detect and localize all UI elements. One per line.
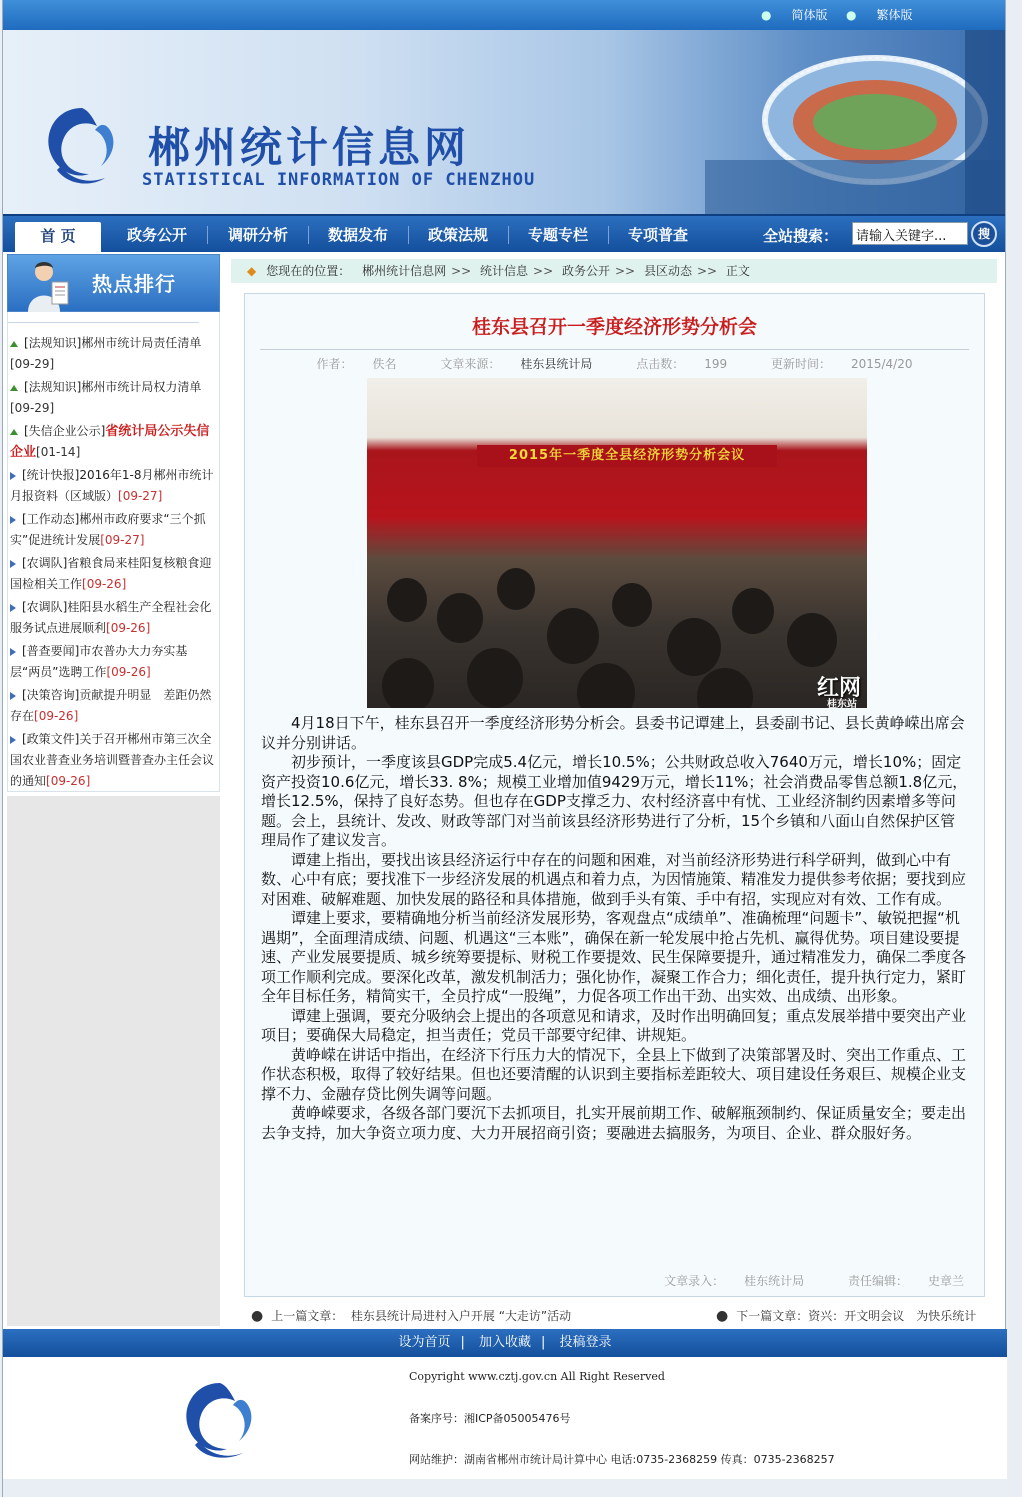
prev-next-nav: [251, 1307, 991, 1324]
list-item[interactable]: [政策文件]关于召开郴州市第三次全国农业普查业务培训暨普查办主任会议的通知[09-26]: [10, 732, 215, 788]
list-item[interactable]: [农调队]桂阳县水稻生产全程社会化服务试点进展顺利[09-26]: [10, 600, 212, 635]
triangle-right-icon: [10, 648, 16, 656]
site-banner: [3, 30, 1005, 214]
nav-home[interactable]: 首 页: [15, 222, 101, 252]
triangle-right-icon: [10, 560, 16, 568]
triangle-up-icon: [10, 341, 18, 347]
bullet-icon: ●: [251, 1308, 264, 1324]
submit-login-link[interactable]: 投稿登录: [559, 1335, 612, 1350]
bullet-icon: ●: [761, 8, 772, 22]
photo-watermark-site: 桂东站: [827, 699, 857, 708]
stadium-image: [645, 30, 1005, 214]
chevron-right-icon: >>: [533, 264, 554, 278]
next-article[interactable]: ● 下一篇文章：资兴：开文明会议 为快乐统计: [716, 1308, 977, 1324]
triangle-right-icon: [10, 516, 16, 524]
add-favorite-link[interactable]: 加入收藏: [478, 1335, 531, 1350]
article-panel: [244, 293, 985, 1297]
article-title: 桂东县召开一季度经济形势分析会: [471, 316, 757, 338]
article-body: [261, 714, 969, 1143]
triangle-right-icon: [10, 604, 16, 612]
bullet-icon: ●: [846, 8, 857, 22]
chevron-right-icon: >>: [696, 264, 718, 278]
nav-policy[interactable]: 政策法规: [427, 226, 488, 244]
avatar-icon: [22, 256, 78, 312]
nav-research[interactable]: 调研分析: [227, 226, 288, 244]
hot-ranking-panel: [7, 254, 220, 792]
icp-record: 备案序号：湘ICP备05005476号: [409, 1412, 571, 1425]
breadcrumb-item: 正文: [725, 264, 750, 278]
article-paragraph: 4月18日下午，桂东县召开一季度经济形势分析会。县委书记谭建上，县委副书记、县长黄峥嵘出席会议并分别讲话。: [261, 714, 965, 752]
footer-logo-icon: [175, 1377, 265, 1461]
page-bottom-strip: [3, 1479, 1007, 1497]
copyright-text: Copyright www.cztj.gov.cn All Right Reserved: [409, 1370, 665, 1383]
breadcrumb-item[interactable]: 统计信息: [480, 264, 529, 278]
page: [2, 0, 1006, 1497]
list-item[interactable]: [法规知识]郴州市统计局权力清单 [09-29]: [10, 380, 202, 415]
site-footer: [3, 1357, 1007, 1497]
divider: [8, 322, 199, 323]
article-footer: 文章录入： 桂东统计局 责任编辑： 史章兰: [664, 1274, 964, 1288]
article-paragraph: 谭建上指出，要找出该县经济运行中存在的问题和困难，对当前经济形势进行科学研判，做到心中有数、心中有底；要找准下一步经济发展的机遇点和着力点，为因情施策、精准发力提供参考依据；要找到应对困难、破解难题、加快发展的路径和具体措施，做到手头有策、手中有招，实现应对有效、工作有成。: [261, 850, 967, 908]
maintainer-text: 网站维护：湖南省郴州市统计局计算中心 电话:0735-2368259 传真：0735-2368257: [409, 1453, 835, 1466]
hot-ranking-title: 热点排行: [92, 272, 176, 296]
top-bar: [3, 0, 1005, 30]
site-logo-icon: [37, 100, 127, 190]
footer-links-bar: 设为首页 | 加入收藏 | 投稿登录: [3, 1329, 1007, 1357]
location-icon: ◆: [247, 264, 257, 278]
chevron-right-icon: >>: [615, 264, 636, 278]
list-item[interactable]: [统计快报]2016年1-8月郴州市统计月报资料（区域版）[09-27]: [10, 468, 214, 503]
nav-data-release[interactable]: 数据发布: [327, 226, 388, 244]
triangle-right-icon: [10, 736, 16, 744]
search-input[interactable]: 请输入关键字...: [852, 222, 968, 245]
triangle-up-icon: [10, 429, 18, 435]
meeting-photo: [367, 378, 867, 708]
site-title: 郴州统计信息网: [148, 123, 471, 172]
list-item[interactable]: [失信企业公示]省统计局公示失信企业[01-14]: [10, 424, 210, 460]
triangle-up-icon: [10, 385, 18, 391]
breadcrumb-item[interactable]: 郴州统计信息网: [362, 264, 447, 278]
site-subtitle: STATISTICAL INFORMATION OF CHENZHOU: [142, 170, 536, 190]
main-nav: [3, 214, 1005, 252]
traditional-link[interactable]: ● 繁体版: [846, 8, 913, 22]
photo-watermark: 红网: [816, 676, 861, 701]
list-item[interactable]: [普查要闻]市农普办大力夯实基层“两员”选聘工作[09-26]: [10, 644, 188, 679]
article-meta: 作者： 佚名 文章来源： 桂东县统计局 点击数： 199 更新时间： 2015/4/20: [316, 357, 913, 371]
hot-ranking-header: [7, 254, 220, 312]
hot-ranking-list: [7, 312, 220, 792]
photo-banner: 2015年一季度全县经济形势分析会议: [477, 445, 777, 467]
list-item[interactable]: [农调队]省粮食局来桂阳复核粮食迎国检相关工作[09-26]: [10, 556, 212, 591]
article-paragraph: 谭建上强调，要充分吸纳会上提出的各项意见和请求，及时作出明确回复；重点发展举措中要突出产业项目；要确保大局稳定，担当责任；党员干部要守纪律、讲规矩。: [261, 1006, 967, 1044]
nav-topics[interactable]: 专题专栏: [527, 226, 588, 244]
triangle-right-icon: [10, 692, 16, 700]
nav-census[interactable]: 专项普查: [627, 226, 688, 244]
breadcrumb-item[interactable]: 县区动态: [643, 264, 692, 278]
article-paragraph: 谭建上要求，要精确地分析当前经济发展形势，客观盘点“成绩单”、准确梳理“问题卡”、敏锐把握“机遇期”，全面理清成绩、问题、机遇这“三本账”，确保在新一轮发展中抢占先机、赢得优势。项目建设要提速、产业发展要提质、城乡统筹要提标、财税工作要提效、民生保障要提升，通过精准发力，确保二季度各项工作顺利完成。要深化改革，激发机制活力；强化协作，凝聚工作合力；细化责任，提升执行定力，紧盯全年目标任务，精简实干，全员拧成“一股绳”，力促各项工作出干劲、出实效、出成绩、出形象。: [261, 909, 967, 1005]
article-paragraph: 黄峥嵘在讲话中指出，在经济下行压力大的情况下，全县上下做到了决策部署及时、突出工作重点、工作状态积极，取得了较好结果。但也还要清醒的认识到主要指标差距较大、项目建设任务艰巨、规模企业支撑不力、金融存贷比例失调等问题。: [261, 1045, 967, 1103]
article-paragraph: 黄峥嵘要求，各级各部门要沉下去抓项目，扎实开展前期工作、破解瓶颈制约、保证质量安全；要走出去争支持，加大争资立项力度、大力开展招商引资；要融进去搞服务，为项目、企业、群众服好务。: [261, 1104, 967, 1142]
list-item[interactable]: [决策咨询]贡献提升明显 差距仍然存在[09-26]: [10, 688, 212, 723]
article-paragraph: 初步预计，一季度该县GDP完成5.4亿元，增长10.5%；公共财政总收入7640万元，增长10%；固定资产投资10.6亿元，增长33. 8%；规模工业增加值9429万元，增长11%；社会消费品零售总额1.8亿元，增长12.5%，保持了良好态势。但也存在GDP支撑乏力、农村经济喜中有忧、工业经济制约因素增多等问题。会上，县统计、发改、财政等部门对当前该县经济形势进行了分析，15个乡镇和八面山自然保护区管理局作了建议发言。: [261, 753, 968, 849]
breadcrumb: ◆ 您现在的位置： 郴州统计信息网 >> 统计信息 >> 政务公开 >> 县区动态 >> 正文: [231, 259, 997, 283]
triangle-right-icon: [10, 472, 16, 480]
search-label: 全站搜索：: [763, 227, 839, 245]
simplified-link[interactable]: ● 简体版: [761, 8, 828, 22]
divider: [260, 349, 969, 350]
prev-article[interactable]: ● 上一篇文章： 桂东县统计局进村入户开展 “大走访”活动: [251, 1308, 572, 1324]
bullet-icon: ●: [716, 1308, 729, 1324]
list-item[interactable]: [工作动态]郴州市政府要求“三个抓实”促进统计发展[09-27]: [10, 512, 206, 547]
nav-government-affairs[interactable]: 政务公开: [126, 226, 187, 244]
breadcrumb-item[interactable]: 政务公开: [561, 264, 610, 278]
set-homepage-link[interactable]: 设为首页: [398, 1335, 451, 1350]
list-item[interactable]: [法规知识]郴州市统计局责任清单 [09-29]: [10, 336, 202, 371]
sidebar-filler: [7, 796, 220, 1326]
search-button[interactable]: 搜: [971, 221, 997, 247]
chevron-right-icon: >>: [451, 264, 472, 278]
